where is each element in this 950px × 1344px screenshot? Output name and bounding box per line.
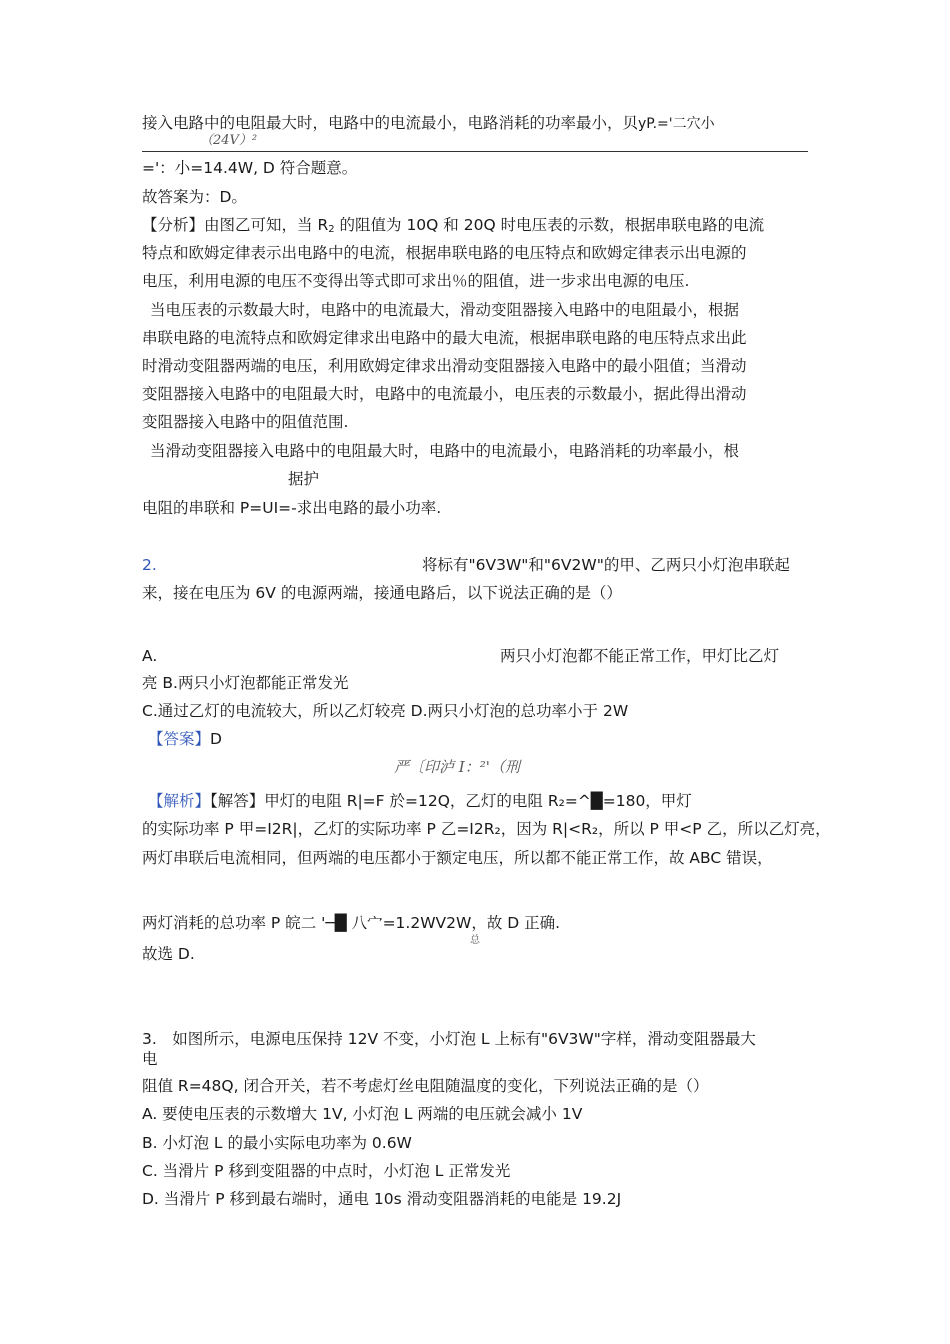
option-d: D. 当滑片 P 移到最右端时，通电 10s 滑动变阻器消耗的电能是 19.2J	[142, 1190, 622, 1208]
explanation-line: 故选 D.	[142, 945, 195, 963]
question-stem: 电	[142, 1050, 158, 1068]
text-line: 电阻的串联和 P=UI=-求出电路的最小功率.	[142, 499, 442, 517]
formula-fragment: 严〔印泸 I：²'（刑	[394, 758, 520, 776]
explanation-line: 的实际功率 P 甲=I2R|，乙灯的实际功率 P 乙=I2R₂，因为 R|<R₂，所以 P 甲<P 乙，所以乙灯亮，	[142, 820, 831, 838]
text-line: 时滑动变阻器两端的电压，利用欧姆定律求出滑动变阻器接入电路中的最小阻值；当滑动	[142, 357, 747, 375]
question-stem: 来，接在电压为 6V 的电源两端，接通电路后，以下说法正确的是（）	[142, 584, 622, 602]
option-text: 亮 B.两只小灯泡都能正常发光	[142, 674, 349, 692]
answer-value: D	[210, 730, 222, 748]
analysis-tag: 【分析】	[142, 216, 205, 234]
question-stem: 阻值 R=48Q, 闭合开关，若不考虑灯丝电阻随温度的变化，下列说法正确的是（）	[142, 1077, 709, 1095]
question-number: 2.	[142, 556, 157, 574]
text-line: 电压，利用电源的电压不变得出等式即可求出％的阻值，进一步求出电源的电压.	[142, 272, 690, 290]
text-line: 接入电路中的电阻最大时，电路中的电流最小，电路消耗的功率最小，贝yP.='二穴小	[142, 114, 715, 132]
formula-numerator: （24V）²	[200, 133, 258, 148]
explanation-line: 【解析】【解答】甲灯的电阻 R|=F 於=12Q，乙灯的电阻 R₂=^█=180，甲灯	[148, 792, 692, 810]
text-line: 当电压表的示数最大时，电路中的电流最大，滑动变阻器接入电路中的电阻最小，根据	[150, 301, 740, 319]
text-line: ='：小=14.4W, D 符合题意。	[142, 159, 358, 177]
option-text: C.通过乙灯的电流较大，所以乙灯较亮 D.两只小灯泡的总功率小于 2W	[142, 702, 629, 720]
text-line: 变阻器接入电路中的电阻最大时，电路中的电流最小，电压表的示数最小，据此得出滑动	[142, 385, 747, 403]
answer-line	[148, 728, 222, 750]
option-b: B. 小灯泡 L 的最小实际电功率为 0.6W	[142, 1134, 412, 1152]
text-line: 变阻器接入电路中的阻值范围.	[142, 413, 349, 431]
option-label: A.	[142, 647, 158, 665]
option-text: 两只小灯泡都不能正常工作，甲灯比乙灯	[500, 647, 780, 665]
text-line: 串联电路的电流特点和欧姆定律求出电路中的最大电流，根据串联电路的电压特点求出此	[142, 329, 747, 347]
fraction-rule	[142, 151, 808, 152]
explanation-line: 两灯串联后电流相同，但两端的电压都小于额定电压，所以都不能正常工作，故 ABC 错误，	[142, 849, 773, 867]
text-line: 据护	[288, 470, 320, 488]
explanation-line: 两灯消耗的总功率 P 皖二 '─█ 八宀=1.2WV2W，故 D 正确.	[142, 914, 561, 932]
option-a: A. 要使电压表的示数增大 1V, 小灯泡 L 两端的电压就会减小 1V	[142, 1105, 583, 1123]
text-line: 特点和欧姆定律表示出电路中的电流，根据串联电路的电压特点和欧姆定律表示出电源的	[142, 244, 747, 262]
formula-subscript: 总	[470, 935, 480, 946]
answer-tag: 【答案】	[148, 730, 211, 748]
question-stem: 3. 如图所示，电源电压保持 12V 不变，小灯泡 L 上标有"6V3W"字样，滑动变阻器最大	[142, 1030, 756, 1048]
question-stem: 将标有"6V3W"和"6V2W"的甲、乙两只小灯泡串联起	[422, 556, 790, 574]
analysis-tag: 【解析】	[148, 792, 211, 810]
text-line: 当滑动变阻器接入电路中的电阻最大时，电路中的电流最小，电路消耗的功率最小，根	[150, 442, 740, 460]
text-line: 故答案为：D。	[142, 188, 247, 206]
analysis-line: 【分析】由图乙可知，当 $R_2$ 的阻值为 10Q 和 20Q 时电压表的示数，根据串联电路的电流	[142, 216, 765, 235]
option-c: C. 当滑片 P 移到变阻器的中点时，小灯泡 L 正常发光	[142, 1162, 511, 1180]
formula-fragment: yP.='二穴小	[638, 116, 715, 132]
